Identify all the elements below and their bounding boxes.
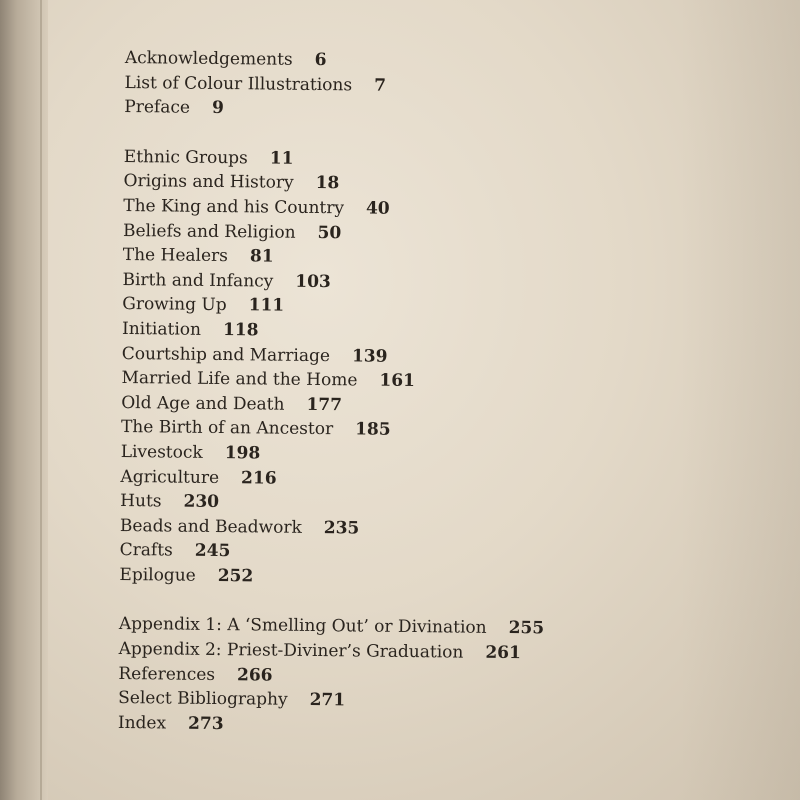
toc-entry-page-number: 111 bbox=[248, 295, 285, 317]
toc-entry-title: Index bbox=[117, 712, 167, 734]
toc-entry-page-number: 266 bbox=[236, 664, 273, 686]
toc-entry-page-number: 255 bbox=[508, 618, 545, 639]
toc-entry-title: List of Colour Illustrations bbox=[124, 72, 353, 95]
toc-entry-page-number: 271 bbox=[309, 690, 346, 711]
toc-entry-page-number: 40 bbox=[365, 198, 390, 219]
toc-chapters bbox=[119, 145, 644, 593]
toc-entry-page-number: 216 bbox=[240, 467, 277, 489]
toc-entry-title: Courtship and Marriage bbox=[121, 343, 331, 366]
toc-entry-title: Acknowledgements bbox=[124, 47, 293, 70]
toc-back-matter bbox=[118, 612, 639, 740]
toc-entry-page-number: 235 bbox=[323, 517, 360, 539]
toc-entry-title: The King and his Country bbox=[123, 195, 345, 219]
toc-entry-page-number: 7 bbox=[374, 75, 387, 96]
toc-entry-title: Agriculture bbox=[120, 466, 220, 488]
toc-entry-title: Preface bbox=[124, 97, 191, 118]
toc-entry-title: References bbox=[118, 663, 216, 685]
toc-entry-title: Huts bbox=[120, 491, 162, 512]
toc-entry-title: Epilogue bbox=[119, 564, 196, 586]
toc-entry-title: Beliefs and Religion bbox=[122, 220, 296, 243]
toc-entry-page-number: 81 bbox=[249, 246, 274, 267]
toc-entry bbox=[118, 711, 638, 741]
toc-entry-page-number: 9 bbox=[211, 98, 224, 119]
toc-entry-page-number: 161 bbox=[379, 370, 416, 392]
toc-entry-page-number: 177 bbox=[306, 394, 343, 416]
toc-entry-title: Married Life and the Home bbox=[121, 368, 358, 391]
gutter-fold bbox=[40, 0, 42, 800]
toc-entry-title: Origins and History bbox=[123, 171, 294, 194]
toc-entry-title: Livestock bbox=[120, 441, 203, 463]
toc-entry-title: Select Bibliography bbox=[118, 688, 288, 710]
toc-entry-title: Initiation bbox=[121, 318, 202, 340]
toc-entry-page-number: 185 bbox=[355, 419, 391, 441]
toc-entry-title: Growing Up bbox=[122, 294, 227, 316]
toc-entry-page-number: 11 bbox=[269, 148, 294, 169]
toc-entry-page-number: 139 bbox=[351, 345, 388, 367]
page-edge-shadow bbox=[680, 0, 800, 800]
toc-front-matter bbox=[124, 46, 645, 125]
toc-entry-title: The Birth of an Ancestor bbox=[120, 417, 334, 440]
table-of-contents bbox=[118, 46, 645, 741]
toc-entry-title: Appendix 1: A ‘Smelling Out’ or Divination bbox=[118, 614, 487, 639]
toc-entry bbox=[119, 563, 639, 593]
toc-entry-page-number: 18 bbox=[315, 173, 340, 194]
toc-entry-page-number: 6 bbox=[314, 49, 327, 71]
toc-entry-title: Ethnic Groups bbox=[123, 146, 248, 169]
toc-entry-page-number: 118 bbox=[222, 319, 259, 341]
toc-entry-page-number: 273 bbox=[188, 713, 224, 734]
toc-entry-title: Appendix 2: Priest-Diviner’s Graduation bbox=[118, 639, 464, 663]
toc-entry-page-number: 252 bbox=[217, 565, 254, 587]
toc-entry-title: Beads and Beadwork bbox=[119, 515, 302, 538]
toc-entry-page-number: 103 bbox=[295, 271, 331, 292]
toc-entry-page-number: 50 bbox=[317, 222, 342, 243]
toc-entry-title: Birth and Infancy bbox=[122, 269, 274, 292]
toc-entry-title: Old Age and Death bbox=[121, 392, 285, 415]
toc-entry-page-number: 261 bbox=[485, 642, 521, 664]
toc-entry-title: The Healers bbox=[122, 245, 229, 267]
toc-entry-page-number: 230 bbox=[183, 491, 220, 513]
toc-entry-page-number: 198 bbox=[224, 442, 261, 464]
toc-entry bbox=[124, 95, 644, 125]
toc-entry-title: Crafts bbox=[119, 540, 173, 561]
toc-entry-page-number: 245 bbox=[194, 541, 231, 562]
